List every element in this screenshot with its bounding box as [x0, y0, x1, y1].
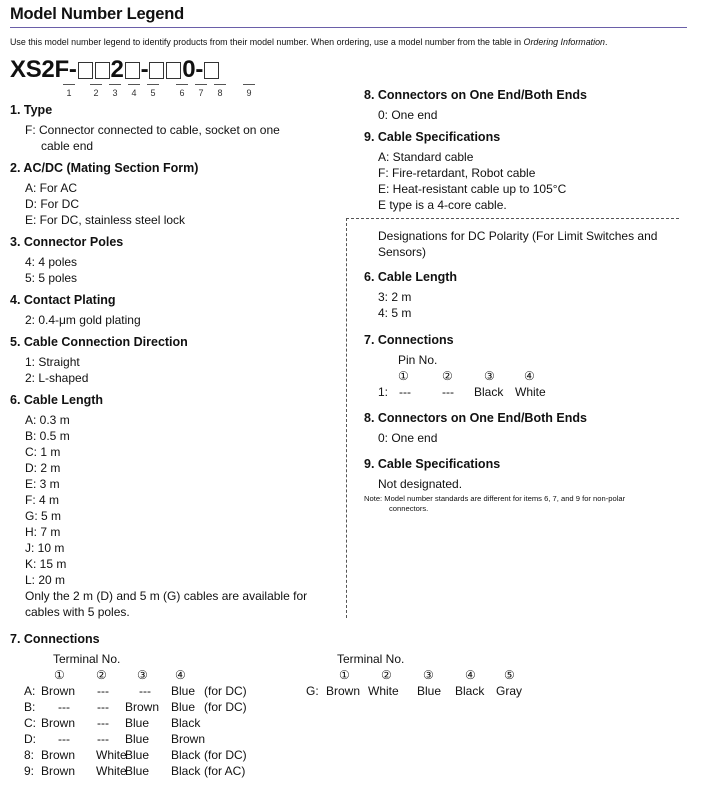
- row-cell: Brown: [41, 748, 76, 762]
- dc-box-top-border: [346, 218, 679, 219]
- acdc-heading: 2. AC/DC (Mating Section Form): [10, 161, 199, 175]
- length2-line: 4: 5 m: [378, 306, 412, 320]
- ends-heading: 8. Connectors on One End/Both Ends: [364, 88, 587, 102]
- pin-number: ④: [524, 369, 535, 383]
- model-box-5: [125, 62, 140, 79]
- row-cell: Blue: [171, 684, 196, 698]
- model-marker: 5: [146, 84, 160, 98]
- model-marker: 3: [108, 84, 122, 98]
- terminal-number: ③: [423, 668, 434, 682]
- model-marker: 4: [127, 84, 141, 98]
- length-line: C: 1 m: [25, 445, 61, 459]
- acdc-line: D: For DC: [25, 197, 79, 211]
- row-note: (for DC): [204, 684, 247, 698]
- terminal-number: ④: [175, 668, 186, 682]
- model-marker: 6: [175, 84, 189, 98]
- row-cell: ---: [97, 732, 109, 746]
- row-cell: ---: [139, 684, 151, 698]
- row-cell: Black: [171, 716, 201, 730]
- row-code: G:: [306, 684, 319, 698]
- row-code: 8:: [24, 748, 35, 762]
- pin-label: Pin No.: [398, 353, 438, 367]
- spec2-heading: 9. Cable Specifications: [364, 457, 501, 471]
- terminal-label-right: Terminal No.: [337, 652, 405, 666]
- row-code: A:: [24, 684, 36, 698]
- row-cell: ---: [58, 732, 70, 746]
- terminal-number: ⑤: [504, 668, 515, 682]
- row-cell: Blue: [125, 764, 150, 778]
- row-cell: ---: [97, 684, 109, 698]
- row-note: (for DC): [204, 748, 247, 762]
- direction-line: 2: L-shaped: [25, 371, 89, 385]
- row-cell: Blue: [125, 716, 150, 730]
- dc-polarity-title: Sensors): [378, 245, 427, 259]
- length-heading: 6. Cable Length: [10, 393, 104, 407]
- poles-line: 4: 4 poles: [25, 255, 78, 269]
- length-line: F: 4 m: [25, 493, 60, 507]
- pin-number: ①: [398, 369, 409, 383]
- row-cell: ---: [442, 385, 454, 399]
- length-note: cables with 5 poles.: [25, 605, 130, 619]
- pin-number: ③: [484, 369, 495, 383]
- poles-line: 5: 5 poles: [25, 271, 78, 285]
- row-code: C:: [24, 716, 36, 730]
- model-number: XS2F- 2 - 0-: [10, 55, 220, 85]
- length-line: G: 5 m: [25, 509, 62, 523]
- length-line: B: 0.5 m: [25, 429, 70, 443]
- length-line: K: 15 m: [25, 557, 67, 571]
- row-code: 9:: [24, 764, 35, 778]
- row-cell: Brown: [326, 684, 361, 698]
- terminal-number: ④: [465, 668, 476, 682]
- terminal-number: ③: [137, 668, 148, 682]
- spec2-line: Not designated.: [378, 477, 463, 491]
- length-line: D: 2 m: [25, 461, 61, 475]
- model-box-6: [149, 62, 164, 79]
- terminal-number: ①: [339, 668, 350, 682]
- row-cell: ---: [97, 700, 109, 714]
- row-cell: Gray: [496, 684, 523, 698]
- spec-line: A: Standard cable: [378, 150, 474, 164]
- length-line: H: 7 m: [25, 525, 61, 539]
- title-rule: [10, 27, 687, 28]
- row-cell: Brown: [41, 764, 76, 778]
- model-marker: 1: [62, 84, 76, 98]
- type-heading: 1. Type: [10, 103, 53, 117]
- row-cell: ---: [58, 700, 70, 714]
- length-line: J: 10 m: [25, 541, 65, 555]
- row-cell: Brown: [41, 684, 76, 698]
- plating-line: 2: 0.4-μm gold plating: [25, 313, 141, 327]
- connections2-heading: 7. Connections: [364, 333, 454, 347]
- row-code: B:: [24, 700, 36, 714]
- plating-heading: 4. Contact Plating: [10, 293, 116, 307]
- type-line: cable end: [41, 139, 94, 153]
- row-cell: Black: [474, 385, 504, 399]
- row-cell: Brown: [125, 700, 160, 714]
- row-cell: Brown: [41, 716, 76, 730]
- ends-line: 0: One end: [378, 108, 438, 122]
- ends2-heading: 8. Connectors on One End/Both Ends: [364, 411, 587, 425]
- spec-line: E: Heat-resistant cable up to 105°C: [378, 182, 567, 196]
- row-cell: White: [515, 385, 546, 399]
- poles-heading: 3. Connector Poles: [10, 235, 124, 249]
- terminal-number: ②: [381, 668, 392, 682]
- model-box-2: [78, 62, 93, 79]
- spec-heading: 9. Cable Specifications: [364, 130, 501, 144]
- row-cell: Black: [171, 764, 201, 778]
- length-note: Only the 2 m (D) and 5 m (G) cables are available for: [25, 589, 308, 603]
- row-note: (for AC): [204, 764, 246, 778]
- row-cell: White: [96, 748, 127, 762]
- ends2-line: 0: One end: [378, 431, 438, 445]
- pin-number: ②: [442, 369, 453, 383]
- length2-line: 3: 2 m: [378, 290, 412, 304]
- intro-text: Use this model number legend to identify products from their model number. When ordering, use a model number from the table in Ordering Information.: [10, 37, 608, 47]
- row-cell: Brown: [171, 732, 206, 746]
- type-line: F: Connector connected to cable, socket on one: [25, 123, 280, 137]
- spec-line: F: Fire-retardant, Robot cable: [378, 166, 536, 180]
- model-marker: 9: [242, 84, 256, 98]
- row-cell: White: [96, 764, 127, 778]
- row-cell: Black: [455, 684, 485, 698]
- page-title: Model Number Legend: [10, 5, 185, 23]
- model-marker: 8: [213, 84, 227, 98]
- dc-box-left-border: [346, 218, 347, 618]
- footnote: connectors.: [389, 504, 429, 513]
- dc-polarity-title: Designations for DC Polarity (For Limit Switches and: [378, 229, 658, 243]
- direction-heading: 5. Cable Connection Direction: [10, 335, 188, 349]
- terminal-number: ①: [54, 668, 65, 682]
- direction-line: 1: Straight: [25, 355, 80, 369]
- row-cell: White: [368, 684, 399, 698]
- acdc-line: E: For DC, stainless steel lock: [25, 213, 186, 227]
- row-cell: Blue: [125, 732, 150, 746]
- row-cell: ---: [399, 385, 411, 399]
- terminal-number: ②: [96, 668, 107, 682]
- spec-line: E type is a 4-core cable.: [378, 198, 507, 212]
- footnote: Note: Model number standards are different for items 6, 7, and 9 for non-polar: [364, 494, 626, 503]
- connections-heading: 7. Connections: [10, 632, 100, 646]
- row-cell: Blue: [171, 700, 196, 714]
- length-line: L: 20 m: [25, 573, 66, 587]
- row-cell: Blue: [125, 748, 150, 762]
- row-cell: ---: [97, 716, 109, 730]
- row-code: D:: [24, 732, 36, 746]
- model-box-7: [166, 62, 181, 79]
- length-line: A: 0.3 m: [25, 413, 70, 427]
- model-box-9: [204, 62, 219, 79]
- terminal-label: Terminal No.: [53, 652, 121, 666]
- row-note: (for DC): [204, 700, 247, 714]
- model-marker: 2: [89, 84, 103, 98]
- model-marker: 7: [194, 84, 208, 98]
- model-box-3: [95, 62, 110, 79]
- acdc-line: A: For AC: [25, 181, 78, 195]
- row-code: 1:: [378, 385, 389, 399]
- length-line: E: 3 m: [25, 477, 60, 491]
- length2-heading: 6. Cable Length: [364, 270, 458, 284]
- row-cell: Black: [171, 748, 201, 762]
- row-cell: Blue: [417, 684, 442, 698]
